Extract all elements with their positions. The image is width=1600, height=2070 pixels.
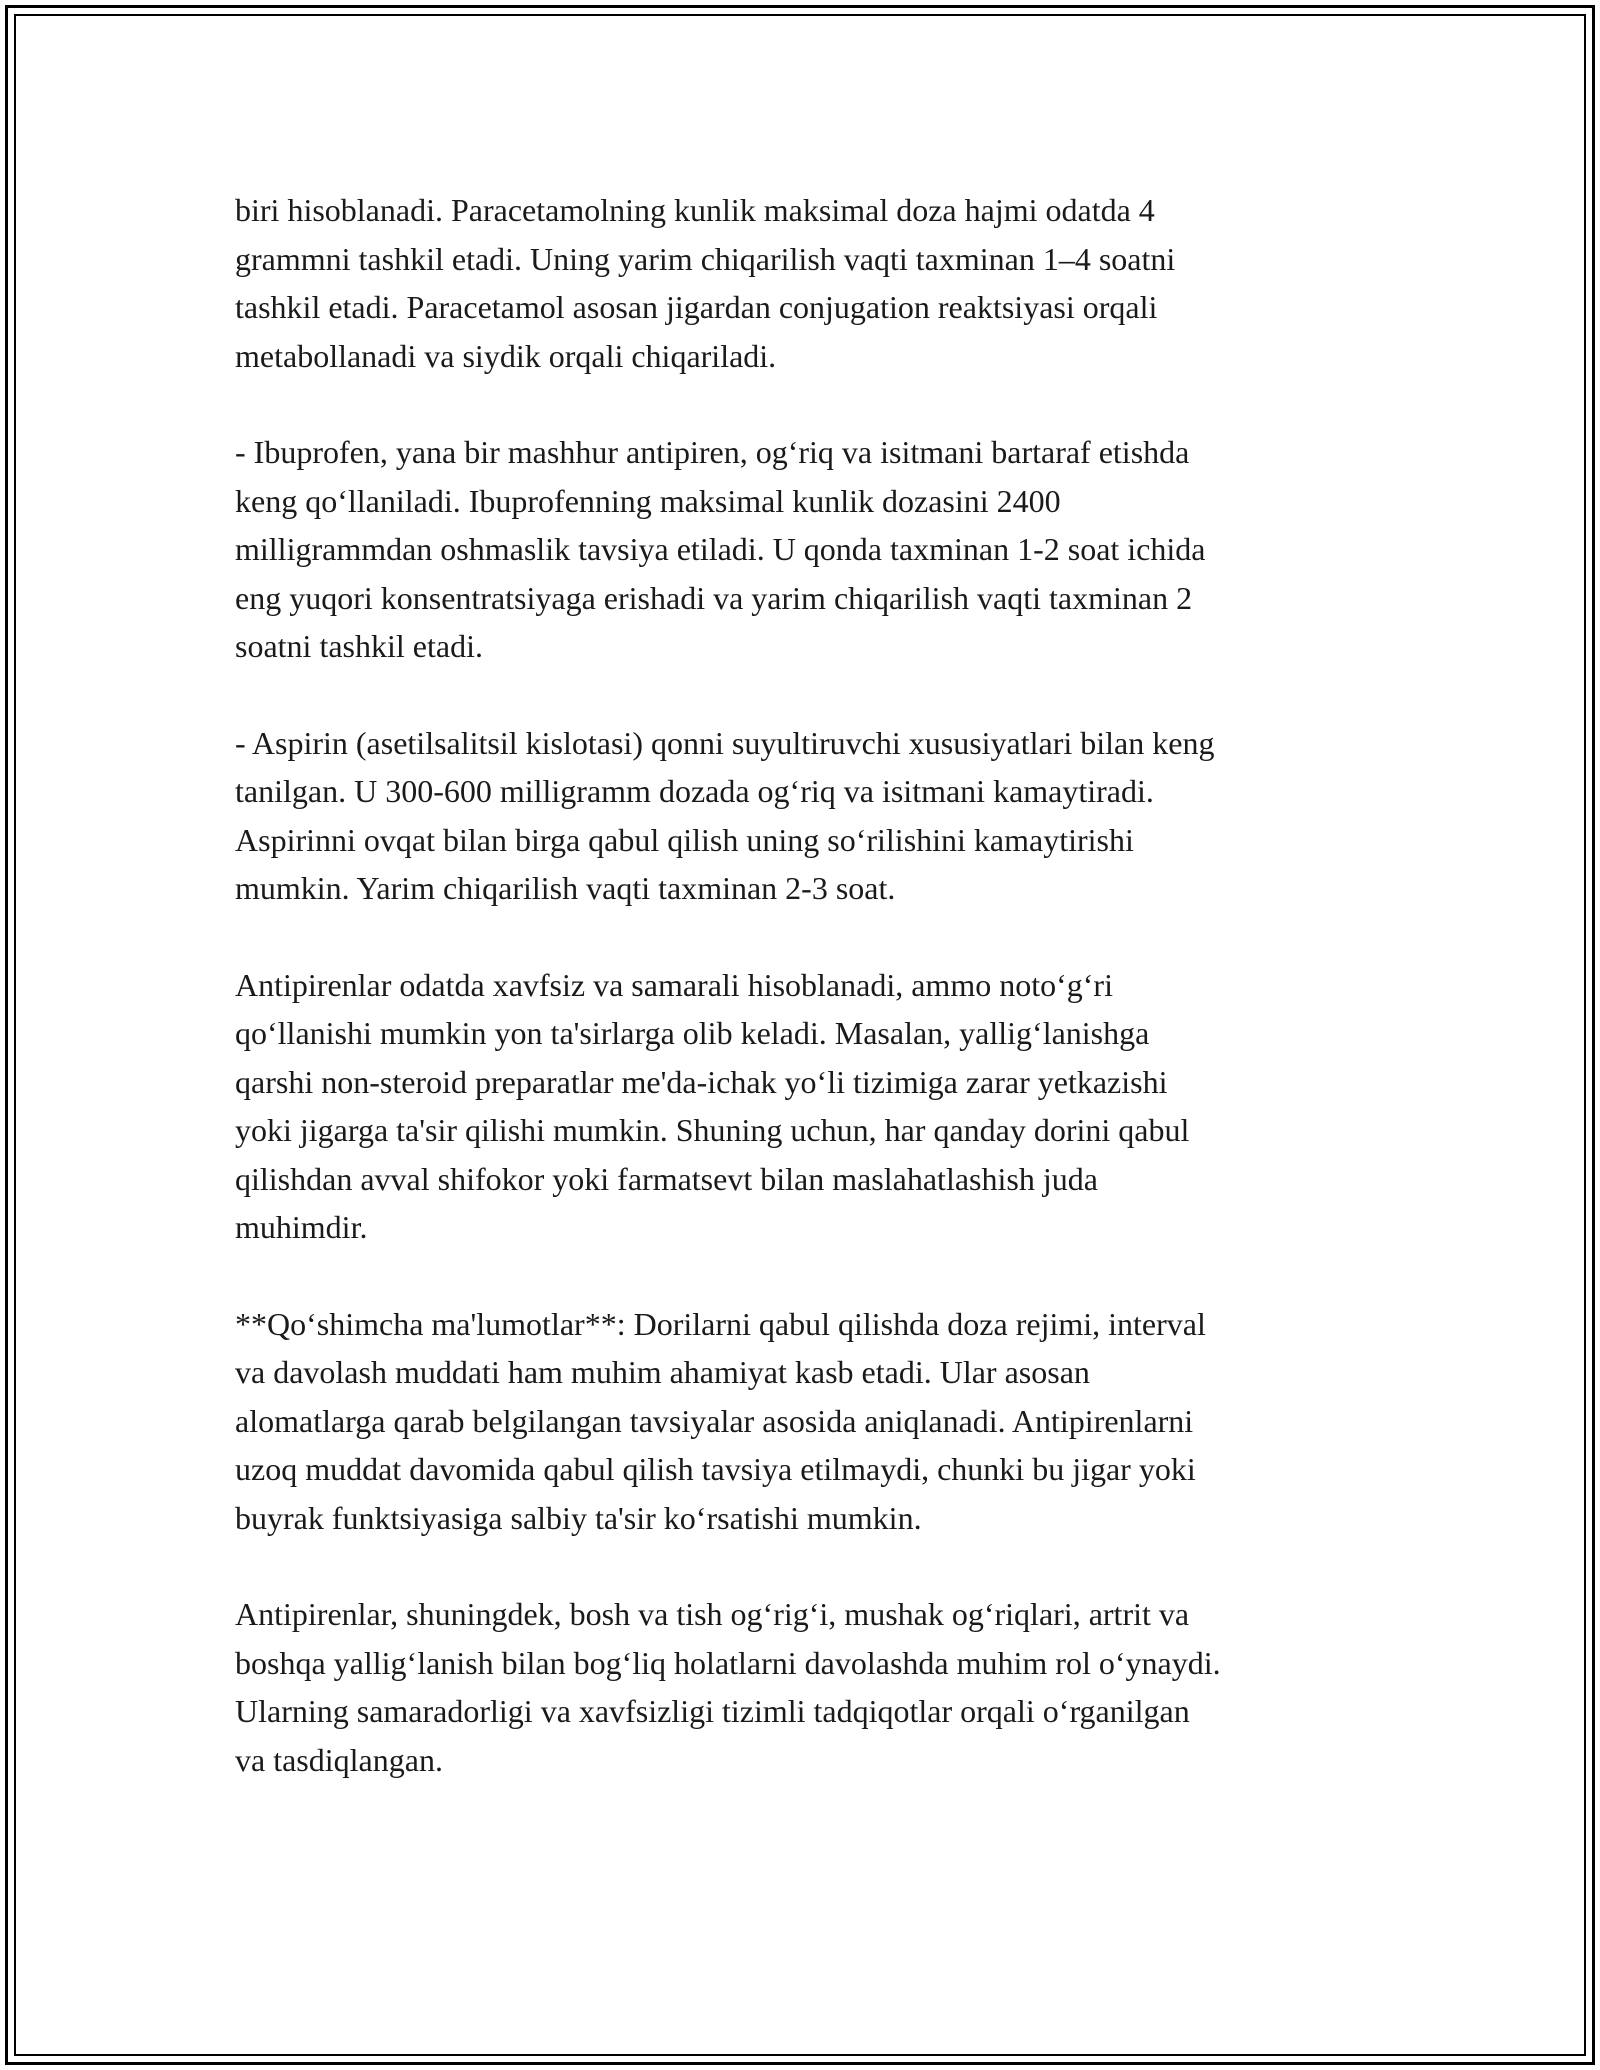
paragraph-conclusion: Antipirenlar, shuningdek, bosh va tish og‘rig‘i, mushak og‘riqlari, artrit va boshqa yallig‘lanish bilan bog‘liq holatlarni davolashda muhim rol o‘ynaydi. Ularning samaradorligi va xavfsizligi tizimli tadqiqotlar orqali o‘rganilgan va tasdiqlangan. [235, 1596, 1221, 1778]
paragraph-additional-info: **Qo‘shimcha ma'lumotlar**: Dorilarni qabul qilishda doza rejimi, interval va davolash muddati ham muhim ahamiyat kasb etadi. Ular asosan alomatlarga qarab belgilangan tavsiyalar asosida aniqlanadi. Antipirenlarni uzoq muddat davomida qabul qilish tavsiya etilmaydi, chunki bu jigar yoki buyrak funktsiyasiga salbiy ta'sir ko‘rsatishi mumkin. [235, 1305, 1206, 1536]
paragraph-ibuprofen: - Ibuprofen, yana bir mashhur antipiren, og‘riq va isitmani bartaraf etishda keng qo‘llaniladi. Ibuprofenning maksimal kunlik dozasini 2400 milligrammdan oshmaslik tavsiya etiladi. U qonda taxminan 1-2 soat ichida eng yuqori konsentratsiyaga erishadi va yarim chiqarilish vaqti taxminan 2 soatni tashkil etadi. [235, 434, 1206, 664]
paragraph-aspirin: - Aspirin (asetilsalitsil kislotasi) qonni suyultiruvchi xususiyatlari bilan keng tanilgan. U 300-600 milligramm dozada og‘riq va isitmani kamaytiradi. Aspirinni ovqat bilan birga qabul qilish uning so‘rilishini kamaytirishi mumkin. Yarim chiqarilish vaqti taxminan 2-3 soat. [235, 724, 1215, 906]
paragraph-paracetamol: biri hisoblanadi. Paracetamolning kunlik maksimal doza hajmi odatda 4 grammni tashkil etadi. Uning yarim chiqarilish vaqti taxminan 1–4 soatni tashkil etadi. Paracetamol asosan jigardan conjugation reaktsiyasi orqali metabollanadi va siydik orqali chiqariladi. [235, 192, 1176, 374]
document-body [235, 186, 1375, 1832]
paragraph-side-effects: Antipirenlar odatda xavfsiz va samarali hisoblanadi, ammo noto‘g‘ri qo‘llanishi mumkin yon ta'sirlarga olib keladi. Masalan, yallig‘lanishga qarshi non-steroid preparatlar me'da-ichak yo‘li tizimiga zarar yetkazishi yoki jigarga ta'sir qilishi mumkin. Shuning uchun, har qanday dorini qabul qilishdan avval shifokor yoki farmatsevt bilan maslahatlashish juda muhimdir. [235, 966, 1190, 1245]
